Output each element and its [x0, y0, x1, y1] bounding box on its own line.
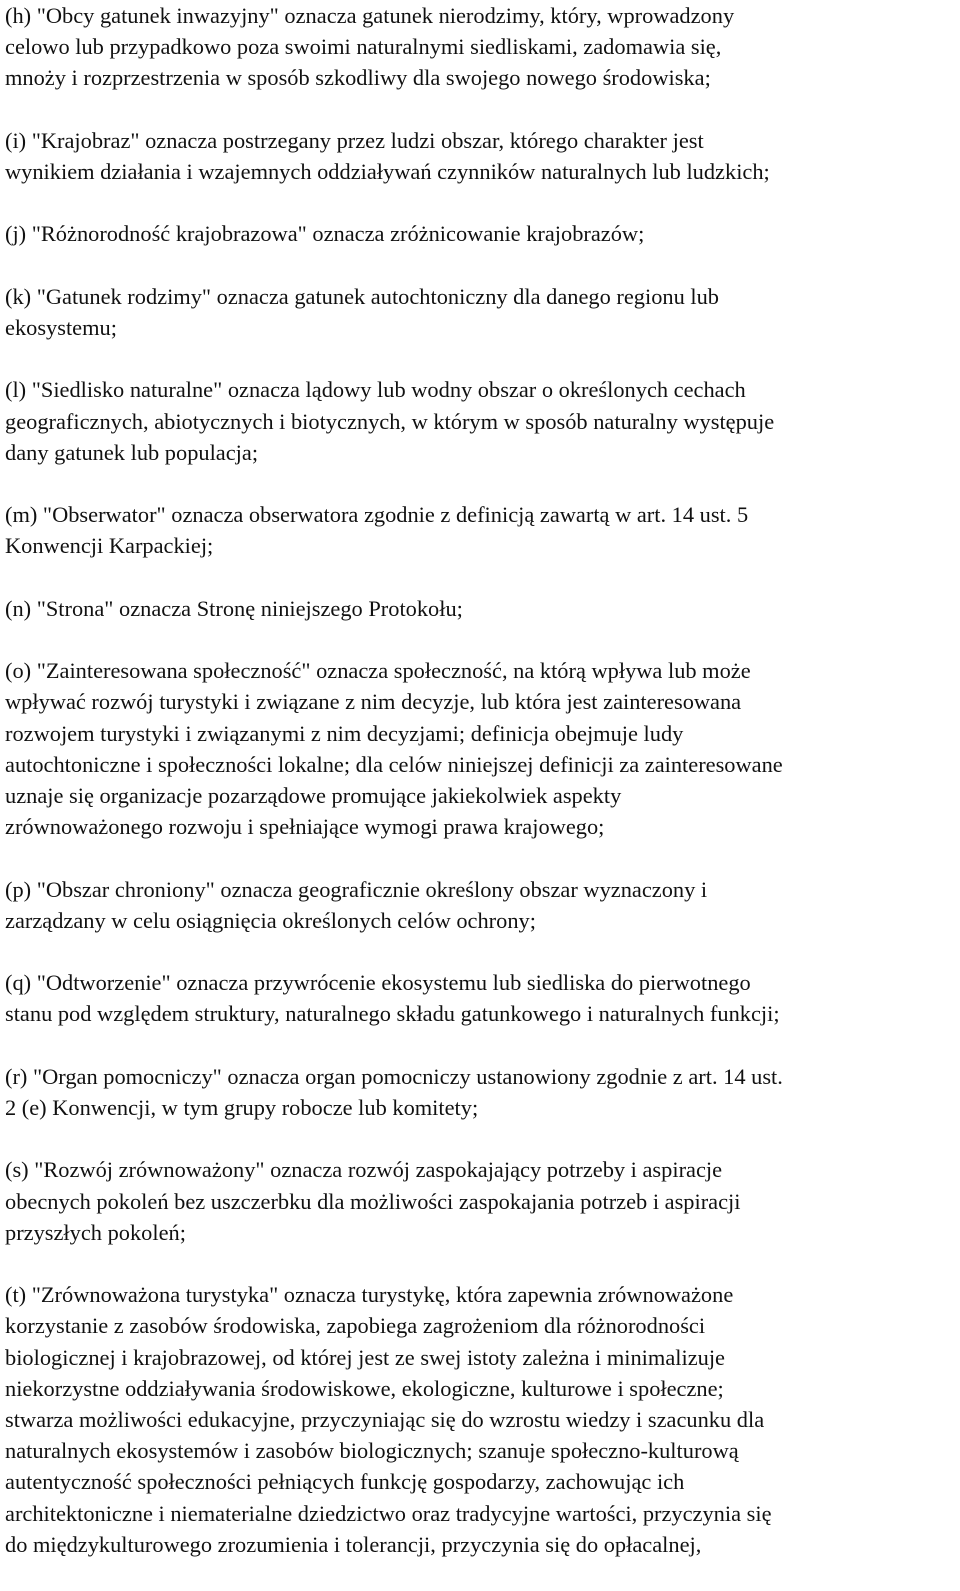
definition-paragraph — [5, 1061, 955, 1123]
text-line: (r) "Organ pomocniczy" oznacza organ pomocniczy ustanowiony zgodnie z art. 14 ust. — [5, 1063, 783, 1089]
text-line: biologicznej i krajobrazowej, od której jest ze swej istoty zależna i minimalizuje — [5, 1344, 725, 1370]
text-line: wynikiem działania i wzajemnych oddziaływań czynników naturalnych lub ludzkich; — [5, 159, 770, 184]
text-line: (h) "Obcy gatunek inwazyjny" oznacza gatunek nierodzimy, który, wprowadzony — [5, 3, 735, 28]
text-line: (j) "Różnorodność krajobrazowa" oznacza zróżnicowanie krajobrazów; — [5, 221, 645, 247]
text-line: dany gatunek lub populacja; — [5, 439, 259, 465]
text-line: rozwojem turystyki i związanymi z nim decyzjami; definicja obejmuje ludy — [5, 720, 684, 746]
text-line: zarządzany w celu osiągnięcia określonych celów ochrony; — [5, 907, 536, 933]
text-line: (i) "Krajobraz" oznacza postrzegany przez ludzi obszar, którego charakter jest — [5, 127, 704, 153]
definition-paragraph — [5, 374, 955, 468]
text-line: mnoży i rozprzestrzenia w sposób szkodliwy dla swojego nowego środowiska; — [5, 65, 711, 91]
text-line: (t) "Zrównoważona turystyka" oznacza turystykę, która zapewnia zrównoważone — [5, 1282, 734, 1308]
definition-paragraph — [5, 655, 955, 842]
text-line: autentyczność społeczności pełniących funkcję gospodarzy, zachowując ich — [5, 1469, 685, 1495]
definition-paragraph — [5, 1279, 955, 1560]
definition-paragraph — [5, 874, 955, 936]
definition-paragraph — [5, 1154, 955, 1248]
text-line: (o) "Zainteresowana społeczność" oznacza społeczność, na którą wpływa lub może — [5, 658, 751, 684]
text-line: stwarza możliwości edukacyjne, przyczyniając się do wzrostu wiedzy i szacunku dla — [5, 1406, 765, 1432]
text-line: architektoniczne i niematerialne dziedzictwo oraz tradycyjne wartości, przyczynia się — [5, 1500, 772, 1526]
text-line: niekorzystne oddziaływania środowiskowe, ekologiczne, kulturowe i społeczne; — [5, 1375, 724, 1401]
text-line: (q) "Odtworzenie" oznacza przywrócenie ekosystemu lub siedliska do pierwotnego — [5, 970, 751, 996]
text-line: korzystanie z zasobów środowiska, zapobiega zagrożeniom dla różnorodności — [5, 1313, 706, 1339]
text-line: geograficznych, abiotycznych i biotycznych, w którym w sposób naturalny występuje — [5, 408, 775, 434]
text-line: zrównoważonego rozwoju i spełniające wymogi prawa krajowego; — [5, 814, 605, 840]
text-line: (l) "Siedlisko naturalne" oznacza lądowy lub wodny obszar o określonych cechach — [5, 377, 746, 403]
text-line: uznaje się organizacje pozarządowe promujące jakiekolwiek aspekty — [5, 782, 622, 808]
definition-paragraph — [5, 125, 955, 187]
text-line: celowo lub przypadkowo poza swoimi naturalnymi siedliskami, zadomawia się, — [5, 34, 722, 60]
text-line: ekosystemu; — [5, 314, 117, 340]
text-line: (s) "Rozwój zrównoważony" oznacza rozwój zaspokajający potrzeby i aspiracje — [5, 1157, 723, 1183]
definition-paragraph — [5, 0, 955, 94]
definition-paragraph — [5, 593, 955, 624]
text-line: (k) "Gatunek rodzimy" oznacza gatunek autochtoniczny dla danego regionu lub — [5, 283, 719, 309]
text-line: do międzykulturowego zrozumienia i tolerancji, przyczynia się do opłacalnej, — [5, 1531, 702, 1557]
text-line: 2 (e) Konwencji, w tym grupy robocze lub komitety; — [5, 1094, 479, 1120]
document-body — [5, 0, 955, 1591]
text-line: obecnych pokoleń bez uszczerbku dla możliwości zaspokajania potrzeb i aspiracji — [5, 1188, 741, 1214]
definition-paragraph — [5, 967, 955, 1029]
definition-paragraph — [5, 218, 955, 249]
text-line: naturalnych ekosystemów i zasobów biologicznych; szanuje społeczno-kulturową — [5, 1438, 739, 1464]
definition-paragraph — [5, 499, 955, 561]
text-line: autochtoniczne i społeczności lokalne; dla celów niniejszej definicji za zainteresowane — [5, 751, 783, 777]
text-line: stanu pod względem struktury, naturalnego składu gatunkowego i naturalnych funkcji; — [5, 1001, 780, 1027]
text-line: Konwencji Karpackiej; — [5, 533, 214, 559]
text-line: wpływać rozwój turystyki i związane z nim decyzje, lub która jest zainteresowana — [5, 689, 742, 715]
text-line: (m) "Obserwator" oznacza obserwatora zgodnie z definicją zawartą w art. 14 ust. 5 — [5, 502, 749, 528]
text-line: przyszłych pokoleń; — [5, 1219, 186, 1245]
definition-paragraph — [5, 281, 955, 343]
text-line: (p) "Obszar chroniony" oznacza geograficznie określony obszar wyznaczony i — [5, 876, 708, 902]
text-line: (n) "Strona" oznacza Stronę niniejszego Protokołu; — [5, 595, 463, 621]
